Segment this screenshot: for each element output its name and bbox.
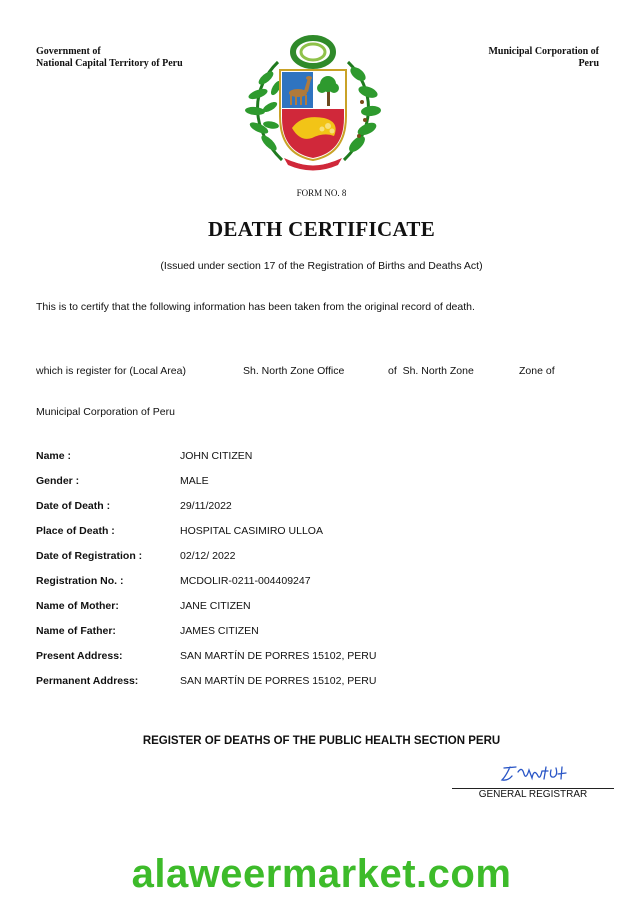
register-title: REGISTER OF DEATHS OF THE PUBLIC HEALTH SECTION PERU	[142, 735, 501, 747]
field-label: Registration No. :	[36, 574, 124, 587]
field-value: JOHN CITIZEN	[180, 449, 253, 462]
field-row	[36, 643, 596, 668]
field-label: Place of Death :	[36, 524, 115, 537]
zone-value: of Sh. North Zone	[388, 365, 474, 377]
signature-title: GENERAL REGISTRAR	[478, 789, 588, 800]
field-value: 02/12/ 2022	[180, 549, 236, 562]
header-right-line1: Municipal Corporation of	[488, 46, 599, 57]
field-value: MALE	[180, 474, 209, 487]
field-label: Name of Mother:	[36, 599, 119, 612]
form-number: FORM NO. 8	[296, 188, 347, 198]
field-row	[36, 518, 596, 543]
field-row	[36, 568, 596, 593]
field-row	[36, 443, 596, 468]
field-row	[36, 618, 596, 643]
field-label: Gender :	[36, 474, 80, 487]
field-value: SAN MARTÍN DE PORRES 15102, PERU	[180, 674, 377, 687]
field-row	[36, 493, 596, 518]
field-label: Name :	[36, 449, 72, 462]
municipal-line: Municipal Corporation of Peru	[36, 406, 175, 418]
zone-of-label: Zone of	[519, 365, 555, 377]
field-label: Present Address:	[36, 649, 123, 662]
field-value: JAMES CITIZEN	[180, 624, 259, 637]
certify-text: This is to certify that the following information has been taken from the original record of death.	[36, 301, 475, 313]
field-value: JANE CITIZEN	[180, 599, 251, 612]
peru-coat-of-arms-icon	[242, 32, 384, 172]
issued-under-text: (Issued under section 17 of the Registration of Births and Deaths Act)	[160, 260, 483, 272]
header-right	[488, 46, 599, 70]
field-value: SAN MARTÍN DE PORRES 15102, PERU	[180, 649, 377, 662]
header-left-line2: National Capital Territory of Peru	[36, 58, 183, 69]
field-value: MCDOLIR-0211-004409247	[180, 574, 311, 587]
field-row	[36, 543, 596, 568]
field-row	[36, 668, 596, 693]
field-row	[36, 468, 596, 493]
field-label: Name of Father:	[36, 624, 116, 637]
field-label: Permanent Address:	[36, 674, 139, 687]
field-label: Date of Registration :	[36, 549, 143, 562]
details-table	[36, 443, 596, 693]
field-label: Date of Death :	[36, 499, 111, 512]
signature-icon	[496, 762, 572, 784]
field-value: HOSPITAL CASIMIRO ULLOA	[180, 524, 323, 537]
header-right-line2: Peru	[578, 58, 599, 69]
local-area-label: which is register for (Local Area)	[36, 365, 186, 377]
zone-office-value: Sh. North Zone Office	[243, 365, 345, 377]
header-left	[36, 46, 183, 70]
page-title: DEATH CERTIFICATE	[207, 217, 436, 241]
header-left-line1: Government of	[36, 46, 101, 57]
watermark-text: alaweermarket.com	[131, 852, 512, 896]
field-value: 29/11/2022	[180, 499, 232, 512]
field-row	[36, 593, 596, 618]
